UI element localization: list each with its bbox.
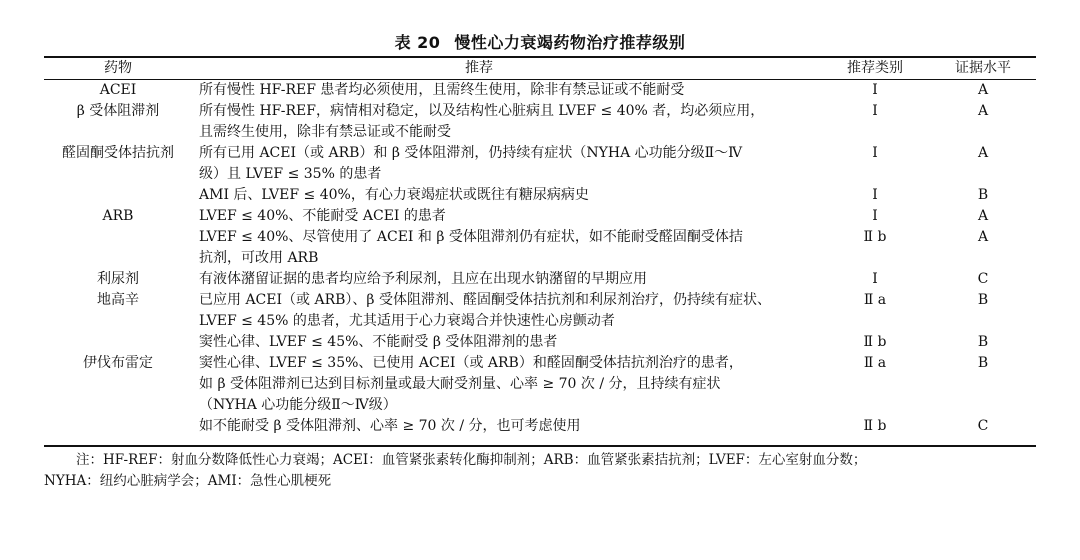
evidence-cell: A (977, 145, 989, 161)
recommendation-line: （NYHA 心功能分级Ⅱ～Ⅳ级） (199, 397, 397, 413)
evidence-cell: C (977, 418, 989, 434)
recommendation-line: 有液体潴留证据的患者均应给予利尿剂，且应在出现水钠潴留的早期应用 (199, 271, 647, 287)
recommendation-line: LVEF ≤ 40%、不能耐受 ACEI 的患者 (199, 208, 446, 224)
table-note-line-2: NYHA：纽约心脏病学会；AMI：急性心肌梗死 (44, 473, 332, 489)
evidence-cell: B (977, 187, 989, 203)
recommendation-line: 已应用 ACEI（或 ARB）、β 受体阻滞剂、醛固酮受体拮抗剂和利尿剂治疗，仍持续有症状、 (199, 292, 771, 308)
evidence-cell: A (977, 103, 989, 119)
category-cell: Ⅰ (872, 103, 878, 119)
evidence-cell: B (977, 355, 989, 371)
category-cell: Ⅰ (872, 208, 878, 224)
drug-cell: ACEI (99, 82, 137, 98)
category-cell: Ⅱ b (863, 418, 887, 434)
evidence-cell: C (977, 271, 989, 287)
recommendation-line: 级）且 LVEF ≤ 35% 的患者 (199, 166, 382, 182)
recommendation-line: 所有慢性 HF-REF 患者均必须使用，且需终生使用，除非有禁忌证或不能耐受 (199, 82, 685, 98)
evidence-cell: A (977, 229, 989, 245)
header-category: 推荐类别 (847, 60, 903, 76)
category-cell: Ⅰ (872, 271, 878, 287)
recommendation-line: 且需终生使用，除非有禁忌证或不能耐受 (199, 124, 451, 140)
recommendation-line: 所有慢性 HF-REF，病情相对稳定，以及结构性心脏病且 LVEF ≤ 40% 者，均必须应用， (199, 103, 765, 119)
recommendation-line: 所有已用 ACEI（或 ARB）和 β 受体阻滞剂，仍持续有症状（NYHA 心功能分级Ⅱ～Ⅳ (199, 145, 743, 161)
drug-cell: 醛固酮受体拮抗剂 (62, 145, 174, 161)
recommendation-line: LVEF ≤ 45% 的患者，尤其适用于心力衰竭合并快速性心房颤动者 (199, 313, 615, 329)
table-title-text: 慢性心力衰竭药物治疗推荐级别 (454, 33, 686, 52)
category-cell: Ⅱ a (863, 355, 887, 371)
recommendation-line: LVEF ≤ 40%、尽管使用了 ACEI 和 β 受体阻滞剂仍有症状，如不能耐受醛固酮受体拮 (199, 229, 743, 245)
drug-cell: β 受体阻滞剂 (76, 103, 160, 119)
drug-cell: 利尿剂 (97, 271, 139, 287)
category-cell: Ⅰ (872, 145, 878, 161)
recommendation-line: 如 β 受体阻滞剂已达到目标剂量或最大耐受剂量、心率 ≥ 70 次 / 分，且持续有症状 (199, 376, 721, 392)
evidence-cell: A (977, 82, 989, 98)
category-cell: Ⅰ (872, 82, 878, 98)
header-recommendation: 推荐 (465, 60, 493, 76)
recommendation-line: 窦性心律、LVEF ≤ 45%、不能耐受 β 受体阻滞剂的患者 (199, 334, 558, 350)
evidence-cell: B (977, 334, 989, 350)
recommendation-line: 如不能耐受 β 受体阻滞剂、心率 ≥ 70 次 / 分，也可考虑使用 (199, 418, 581, 434)
table-title (0, 30, 1080, 53)
evidence-cell: A (977, 208, 989, 224)
drug-cell: 地高辛 (97, 292, 139, 308)
table-note-line-1: 注：HF-REF：射血分数降低性心力衰竭；ACEI：血管紧张素转化酶抑制剂；ARB：血管紧张素拮抗剂；LVEF：左心室射血分数； (76, 452, 867, 468)
category-cell: Ⅱ b (863, 334, 887, 350)
recommendation-line: 抗剂，可改用 ARB (199, 250, 319, 266)
category-cell: Ⅱ a (863, 292, 887, 308)
drug-cell: ARB (102, 208, 134, 224)
category-cell: Ⅰ (872, 187, 878, 203)
recommendation-line: 窦性心律、LVEF ≤ 35%、已使用 ACEI（或 ARB）和醛固酮受体拮抗剂治疗的患者， (199, 355, 743, 371)
evidence-cell: B (977, 292, 989, 308)
table-number: 表 20 (394, 33, 441, 52)
header-evidence: 证据水平 (955, 60, 1011, 76)
category-cell: Ⅱ b (863, 229, 887, 245)
bottom-rule (44, 445, 1036, 447)
drug-cell: 伊伐布雷定 (83, 355, 153, 371)
header-drug: 药物 (104, 60, 132, 76)
recommendation-line: AMI 后、LVEF ≤ 40%，有心力衰竭症状或既往有糖尿病病史 (199, 187, 589, 203)
